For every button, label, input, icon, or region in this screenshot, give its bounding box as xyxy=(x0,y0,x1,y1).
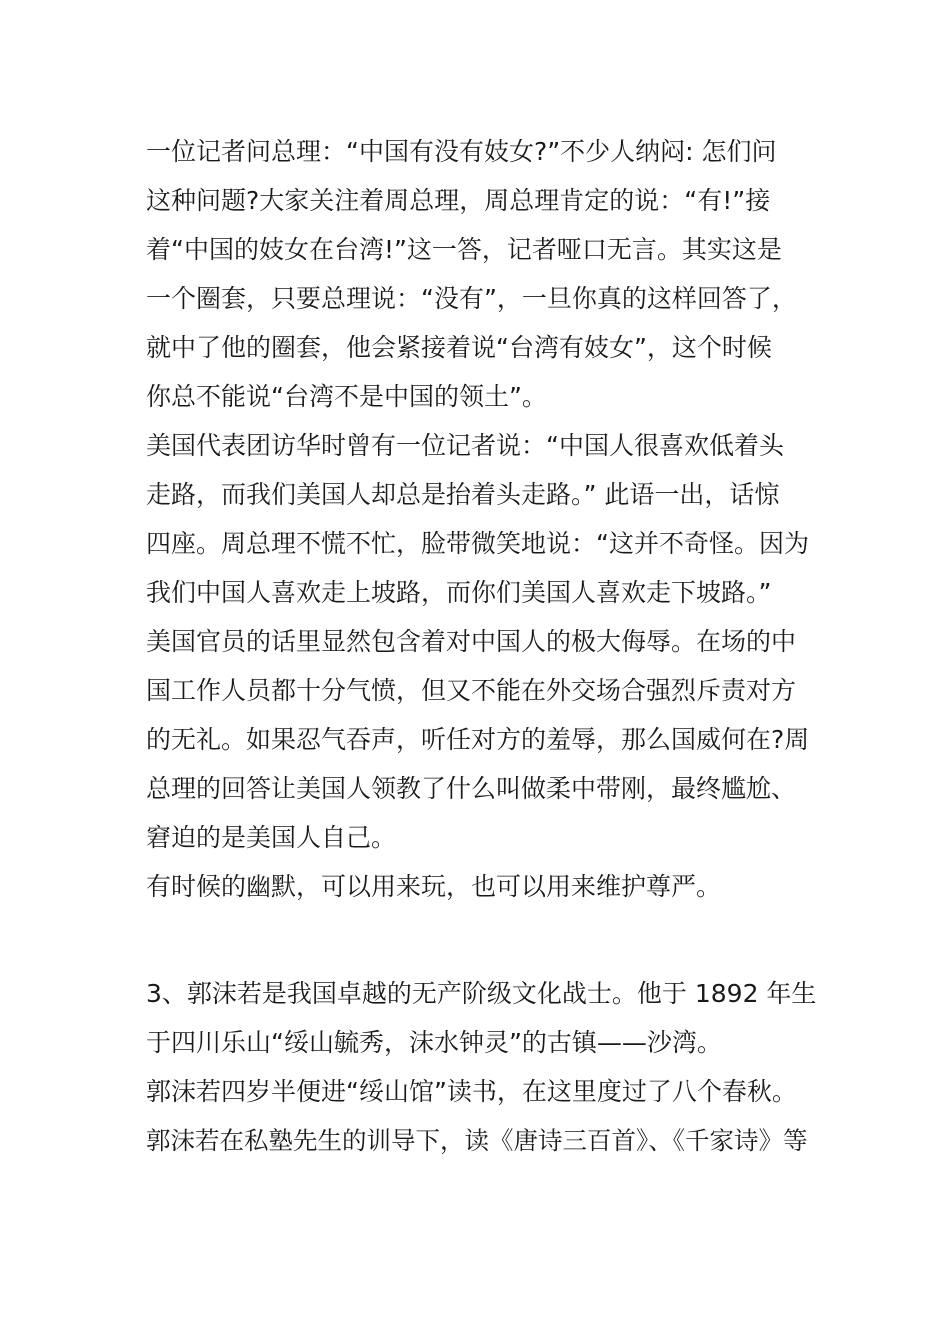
text-line: 四座。周总理不慌不忙，脸带微笑地说：“这并不奇怪。因为 xyxy=(146,529,809,558)
text-line: 美国代表团访华时曾有一位记者说：“中国人很喜欢低着头 xyxy=(146,431,784,460)
text-line: 的无礼。如果忍气吞声，听任对方的羞辱，那么国威何在?周 xyxy=(146,725,810,754)
text-line: 一个圈套，只要总理说：“没有”，一旦你真的这样回答了， xyxy=(146,284,797,313)
text-line: 就中了他的圈套，他会紧接着说“台湾有妓女”，这个时候 xyxy=(146,333,772,362)
text-line: 这种问题?大家关注着周总理，周总理肯定的说：“有!”接 xyxy=(146,186,771,215)
text-line: 一位记者问总理：“中国有没有妓女?”不少人纳闷: 怎们问 xyxy=(146,137,777,166)
text-line: 美国官员的话里显然包含着对中国人的极大侮辱。在场的中 xyxy=(146,627,797,656)
text-line: 我们中国人喜欢走上坡路，而你们美国人喜欢走下坡路。” xyxy=(146,578,772,607)
text-line: 3、郭沫若是我国卓越的无产阶级文化战士。他于 1892 年生 xyxy=(146,979,817,1008)
text-line: 窘迫的是美国人自己。 xyxy=(146,823,397,852)
text-paragraph-2 xyxy=(146,969,816,1165)
text-line: 郭沫若四岁半便进“绥山馆”读书，在这里度过了八个春秋。 xyxy=(146,1077,797,1106)
text-line: 有时候的幽默，可以用来玩，也可以用来维护尊严。 xyxy=(146,872,722,901)
text-line: 走路，而我们美国人却总是抬着头走路。” 此语一出，话惊 xyxy=(146,480,780,509)
text-line: 于四川乐山“绥山毓秀，沫水钟灵”的古镇——沙湾。 xyxy=(146,1028,722,1057)
text-line: 你总不能说“台湾不是中国的领土”。 xyxy=(146,382,547,411)
text-paragraph-1 xyxy=(146,127,816,911)
text-line: 着“中国的妓女在台湾!”这一答，记者哑口无言。其实这是 xyxy=(146,235,782,264)
text-line: 郭沫若在私塾先生的训导下，读《唐诗三百首》、《千家诗》等 xyxy=(146,1126,808,1155)
text-line: 总理的回答让美国人领教了什么叫做柔中带刚，最终尴尬、 xyxy=(146,774,797,803)
text-line: 国工作人员都十分气愤，但又不能在外交场合强烈斥责对方 xyxy=(146,676,797,705)
